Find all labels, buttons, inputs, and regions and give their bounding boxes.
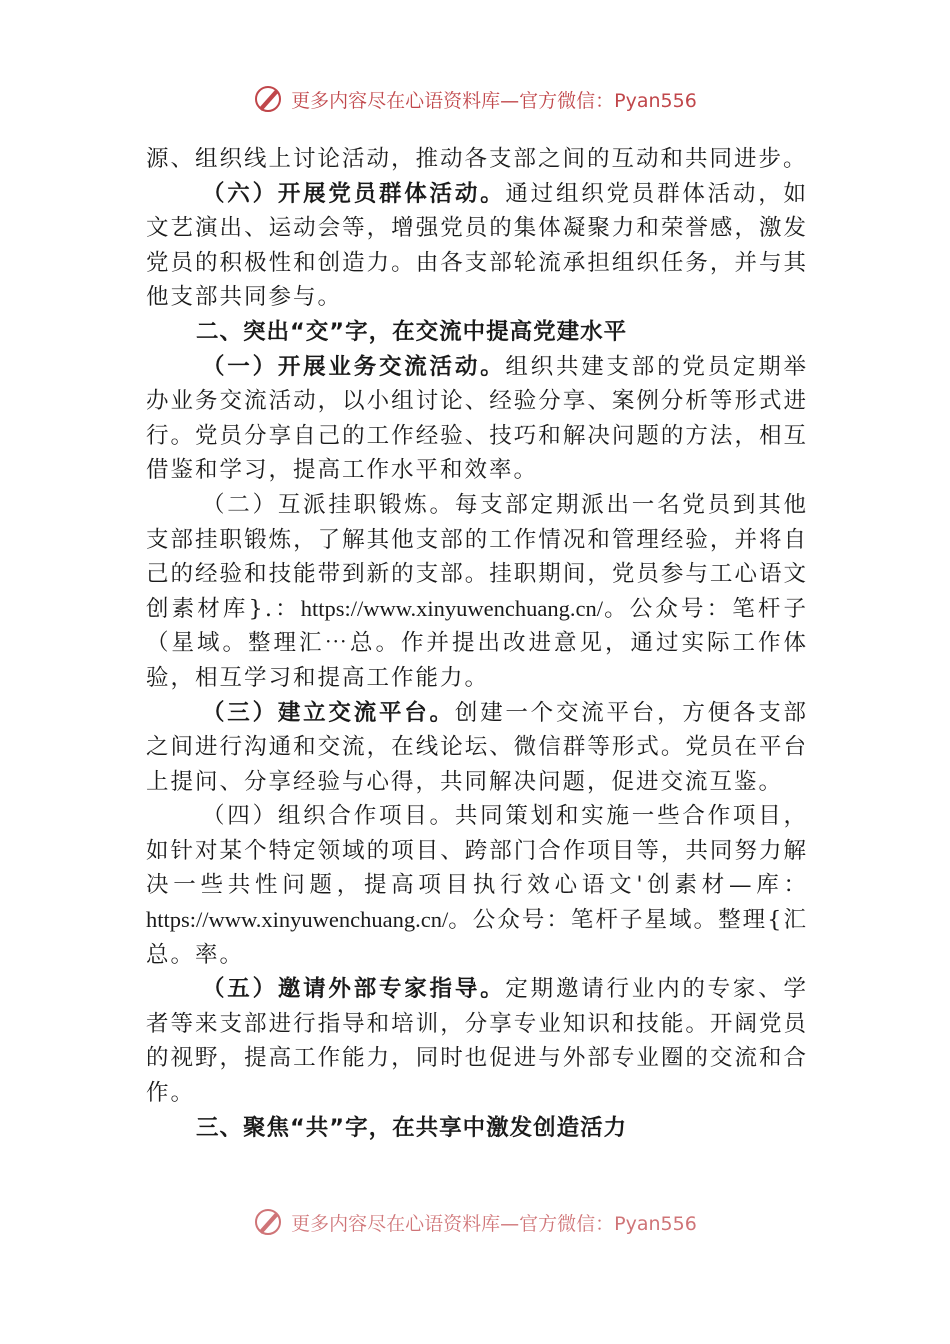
paragraph-lead: （一）开展业务交流活动。 xyxy=(202,353,506,380)
paragraph-lead: （五）邀请外部专家指导。 xyxy=(202,976,506,1003)
paragraph-item-1 xyxy=(146,350,808,488)
paragraph-text: 定期邀请行业内的专家、学者等来支部进行指导和培训，分享专业知识和技能。开阔党员的视野，提高工作能力，同时也促进与外部专业圈的交流和合作。 xyxy=(146,976,808,1107)
paragraph-text: 创建一个交流平台，方便各支部之间进行沟通和交流，在线论坛、微信群等形式。党员在平台上提问、分享经验与心得，共同解决问题，促进交流互鉴。 xyxy=(146,699,808,795)
pen-logo-icon xyxy=(253,1207,283,1237)
section-heading-2: 二、突出“交”字，在交流中提高党建水平 xyxy=(196,318,628,345)
watermark-header xyxy=(0,84,950,114)
paragraph-item-6 xyxy=(146,177,808,315)
paragraph-text: （二）互派挂职锻炼。每支部定期派出一名党员到其他支部挂职锻炼，了解其他支部的工作情况和管理经验，并将自己的经验和技能带到新的支部。挂职期间，党员参与工心语文创素材库}.： xyxy=(146,491,808,622)
inline-url: https://www.xinyuwenchuang.cn/ xyxy=(300,595,603,621)
paragraph-item-2 xyxy=(146,488,808,696)
paragraph-item-4 xyxy=(146,799,808,972)
paragraph-text: 源、组织线上讨论活动，推动各支部之间的互动和共同进步。 xyxy=(146,146,808,172)
paragraph-text: 。公众号：笔杆子星域。整理{汇总。率。 xyxy=(146,907,808,968)
paragraph-text: 通过组织党员群体活动，如文艺演出、运动会等，增强党员的集体凝聚力和荣誉感，激发党员的积极性和创造力。由各支部轮流承担组织任务，并与其他支部共同参与。 xyxy=(146,180,808,311)
inline-url: https://www.xinyuwenchuang.cn/ xyxy=(146,907,449,933)
watermark-footer xyxy=(0,1207,950,1237)
paragraph-lead: （六）开展党员群体活动。 xyxy=(202,180,506,207)
paragraph-text: 。公众号：笔杆子（星域。整理汇⋯总。作并提出改进意见，通过实际工作体验，相互学习和提高工作能力。 xyxy=(146,595,808,691)
paragraph-item-5 xyxy=(146,972,808,1110)
pen-logo-icon xyxy=(253,84,283,114)
section-heading-3: 三、聚焦“共”字，在共享中激发创造活力 xyxy=(196,1114,628,1141)
watermark-text: 更多内容尽在心语资料库—官方微信：Pyan556 xyxy=(291,1212,697,1235)
paragraph-item-3 xyxy=(146,696,808,800)
paragraph-text: 组织共建支部的党员定期举办业务交流活动，以小组讨论、经验分享、案例分析等形式进行。党员分享自己的工作经验、技巧和解决问题的方法，相互借鉴和学习，提高工作水平和效率。 xyxy=(146,353,808,484)
paragraph-lead: （三）建立交流平台。 xyxy=(202,699,455,726)
paragraph-continuation xyxy=(146,142,808,177)
document-body xyxy=(146,142,808,1145)
watermark-text: 更多内容尽在心语资料库—官方微信：Pyan556 xyxy=(291,89,697,112)
paragraph-text: （四）组织合作项目。共同策划和实施一些合作项目，如针对某个特定领域的项目、跨部门合作项目等，共同努力解决一些共性问题，提高项目执行效心语文'创素材—库： xyxy=(146,803,808,899)
